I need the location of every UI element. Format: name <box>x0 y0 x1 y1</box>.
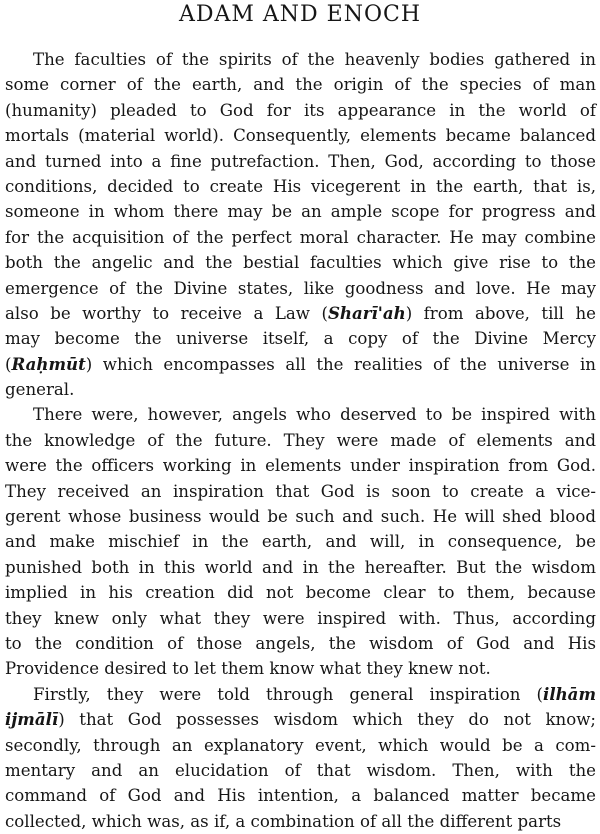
text-line: and turned into a fine putrefaction. Then, God, according to those <box>5 151 596 171</box>
text-line: may become the universe itself, a copy of the Divine Mercy <box>5 329 596 349</box>
text-segment: Firstly, they were told through general inspiration ( <box>33 684 544 704</box>
italic-term: Raḥmūt <box>11 353 86 374</box>
text-line: There were, however, angels who deserved to be inspired with <box>33 405 596 425</box>
italic-term: ilhām <box>543 683 596 704</box>
text-line <box>5 301 596 326</box>
text-segment: ) that God possesses wisdom which they do not know; <box>58 710 596 730</box>
text-line: mortals (material world). Consequently, elements became balanced <box>5 126 596 146</box>
text-line: some corner of the earth, and the origin of the species of man <box>5 75 596 95</box>
chapter-title: ADAM AND ENOCH <box>178 2 422 27</box>
text-line: They received an inspiration that God is soon to create a vice- <box>5 481 596 501</box>
text-line: conditions, decided to create His vicegerent in the earth, that is, <box>5 176 596 196</box>
text-segment: also be worthy to receive a Law ( <box>5 303 328 323</box>
text-line: for the acquisition of the perfect moral character. He may combine <box>5 227 596 247</box>
text-line <box>5 352 596 377</box>
text-line: The faculties of the spirits of the heavenly bodies gathered in <box>33 50 596 69</box>
text-line: mentary and an elucidation of that wisdom. Then, with the <box>5 760 596 780</box>
text-line: (humanity) pleaded to God for its appearance in the world of <box>5 100 596 120</box>
text-segment: ( <box>5 354 12 374</box>
text-line: collected, which was, as if, a combination of all the different parts <box>5 811 562 831</box>
text-line: command of God and His intention, a balanced matter became <box>5 786 596 806</box>
text-segment: ) which encompasses all the realities of the universe in <box>85 354 596 374</box>
text-line: and make mischief in the earth, and will, in consequence, be <box>5 532 596 552</box>
text-line <box>5 682 596 707</box>
text-line: both the angelic and the bestial faculties which give rise to the <box>5 253 596 273</box>
italic-term: Sharī'ah <box>327 302 406 323</box>
text-line <box>5 707 596 732</box>
text-line: Providence desired to let them know what they knew not. <box>5 659 491 679</box>
text-line: were the officers working in elements under inspiration from God. <box>5 456 596 476</box>
text-line: secondly, through an explanatory event, which would be a com- <box>5 735 596 755</box>
text-line: general. <box>5 380 75 400</box>
text-line: emergence of the Divine states, like goodness and love. He may <box>5 278 596 298</box>
text-line: implied in his creation did not become clear to them, because <box>5 583 596 603</box>
text-line: the knowledge of the future. They were made of elements and <box>5 430 596 450</box>
text-line: to the condition of those angels, the wisdom of God and His <box>5 633 596 653</box>
text-line: they knew only what they were inspired with. Thus, according <box>5 608 596 628</box>
text-segment: ) from above, till he <box>405 303 596 323</box>
text-line: punished both in this world and in the hereafter. But the wisdom <box>5 557 596 577</box>
text-line: someone in whom there may be an ample scope for progress and <box>5 202 596 222</box>
text-line: gerent whose business would be such and such. He will shed blood <box>5 507 596 527</box>
italic-term: ijmālī <box>5 709 59 730</box>
body-text <box>5 47 596 834</box>
